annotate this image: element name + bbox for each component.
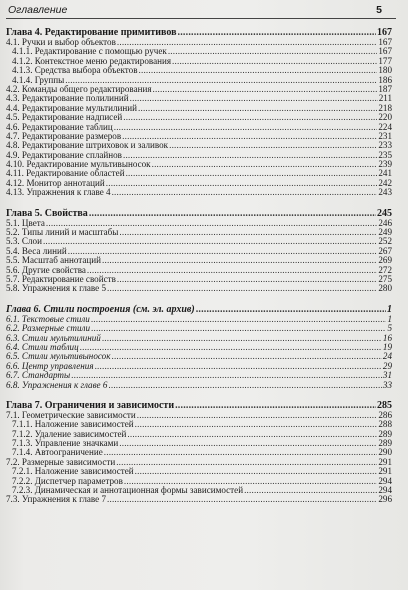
entry-title: 4.12. Монитор аннотаций <box>6 177 105 188</box>
toc-entry <box>6 228 392 237</box>
leader-dots <box>106 179 378 188</box>
leader-dots <box>71 371 382 380</box>
entry-page: 290 <box>378 447 392 458</box>
entry-page: 167 <box>378 37 392 47</box>
entry-title: 4.2. Команды общего редактирования <box>6 83 152 94</box>
entry-page: 241 <box>378 168 392 179</box>
entry-page: 243 <box>378 187 392 198</box>
entry-title: 4.1.3. Средства выбора объектов <box>12 65 138 76</box>
entry-page: 177 <box>378 55 392 66</box>
running-header <box>6 4 396 19</box>
toc-entry <box>6 495 392 504</box>
entry-page: 231 <box>378 130 392 141</box>
entry-page: 1 <box>387 313 392 324</box>
entry-title: 4.9. Редактирование сплайнов <box>6 149 122 160</box>
leader-dots <box>108 381 382 390</box>
entry-title: 4.11. Редактирование областей <box>6 168 125 179</box>
leader-dots <box>111 352 381 361</box>
entry-title: 4.1. Ручки и выбор объектов <box>6 37 116 47</box>
leader-dots <box>95 362 382 371</box>
entry-title: 5.1. Цвета <box>6 217 45 228</box>
page-number: 5 <box>376 4 382 16</box>
entry-title: 4.13. Упражнения к главе 4 <box>6 187 111 198</box>
leader-dots <box>116 458 377 467</box>
entry-title: 7.1.4. Автоограничение <box>12 447 103 458</box>
entry-page: 235 <box>378 149 392 160</box>
leader-dots <box>102 334 382 343</box>
entry-title: 6.8. Упражнения к главе 6 <box>6 379 108 390</box>
entry-page: 275 <box>378 273 392 284</box>
entry-page: 218 <box>378 102 392 113</box>
entry-title: 6.2. Размерные стили <box>6 323 91 334</box>
chapter-heading <box>6 208 392 219</box>
leader-dots <box>152 160 378 169</box>
leader-dots <box>244 486 377 495</box>
leader-dots <box>169 141 377 150</box>
entry-page: 233 <box>378 140 392 151</box>
entry-page: 269 <box>378 255 392 266</box>
leader-dots <box>91 324 386 333</box>
leader-dots <box>135 420 378 429</box>
leader-dots <box>130 94 378 103</box>
leader-dots <box>178 27 376 38</box>
running-title: Оглавление <box>8 4 68 16</box>
leader-dots <box>87 266 377 275</box>
entry-page: 286 <box>378 409 392 420</box>
entry-title: 4.10. Редактирование мультивыносок <box>6 159 151 170</box>
toc-entry <box>6 381 392 390</box>
entry-page: 288 <box>378 419 392 430</box>
leader-dots <box>139 66 378 75</box>
entry-title: 4.3. Редактирование полилиний <box>6 93 129 104</box>
chapter-spacer <box>6 294 392 304</box>
entry-page: 187 <box>378 83 392 94</box>
entry-page: 291 <box>378 456 392 467</box>
entry-page: 294 <box>378 475 392 486</box>
leader-dots <box>138 104 377 113</box>
entry-title: 5.7. Редактирование свойств <box>6 273 116 284</box>
chapter-title: Глава 5. Свойства <box>6 207 88 219</box>
entry-page: 224 <box>378 121 392 132</box>
entry-title: 6.5. Стили мультивыносок <box>6 351 111 362</box>
leader-dots <box>119 439 377 448</box>
leader-dots <box>43 237 377 246</box>
entry-title: 4.7. Редактирование размеров <box>6 130 122 141</box>
entry-title: 5.5. Масштаб аннотаций <box>6 255 102 266</box>
entry-title: 7.1.3. Управление значками <box>12 438 119 449</box>
entry-title: 5.3. Слои <box>6 236 42 247</box>
entry-title: 6.1. Текстовые стили <box>6 313 90 324</box>
entry-page: 180 <box>378 65 392 76</box>
entry-page: 19 <box>382 341 392 352</box>
entry-title: 5.4. Веса линий <box>6 245 67 256</box>
leader-dots <box>91 315 387 324</box>
entry-title: 4.8. Редактирование штриховок и заливок <box>6 140 169 151</box>
entry-page: 280 <box>378 283 392 294</box>
chapter-page: 285 <box>377 399 392 411</box>
entry-page: 289 <box>378 438 392 449</box>
leader-dots <box>107 284 377 293</box>
entry-page: 211 <box>378 93 392 104</box>
entry-page: 242 <box>378 177 392 188</box>
leader-dots <box>117 275 377 284</box>
entry-page: 252 <box>378 236 392 247</box>
entry-title: 4.5. Редактирование надписей <box>6 112 123 123</box>
entry-title: 6.3. Стили мультилиний <box>6 332 101 343</box>
entry-page: 267 <box>378 245 392 256</box>
toc-entry <box>6 188 392 197</box>
entry-title: 4.1.1. Редактирование с помощью ручек <box>12 46 167 57</box>
entry-page: 294 <box>378 485 392 496</box>
entry-title: 7.3. Упражнения к главе 7 <box>6 494 107 505</box>
leader-dots <box>114 123 378 132</box>
entry-title: 7.2.1. Наложение зависимостей <box>12 466 134 477</box>
entry-title: 5.6. Другие свойства <box>6 264 86 275</box>
entry-title: 6.4. Стили таблиц <box>6 341 79 352</box>
entry-page: 296 <box>378 494 392 505</box>
leader-dots <box>126 169 378 178</box>
entry-page: 167 <box>378 46 392 57</box>
entry-title: 7.2.2. Диспетчер параметров <box>12 475 123 486</box>
leader-dots <box>112 188 378 197</box>
entry-title: 7.1. Геометрические зависимости <box>6 409 136 420</box>
leader-dots <box>153 85 378 94</box>
leader-dots <box>127 430 377 439</box>
leader-dots <box>168 47 378 56</box>
entry-title: 5.8. Упражнения к главе 5 <box>6 283 107 294</box>
leader-dots <box>104 448 378 457</box>
chapter-spacer <box>6 198 392 208</box>
leader-dots <box>123 113 377 122</box>
entry-page: 24 <box>382 351 392 362</box>
entry-title: 7.1.1. Наложение зависимостей <box>12 419 134 430</box>
entry-page: 31 <box>382 370 392 381</box>
leader-dots <box>80 343 382 352</box>
table-of-contents <box>6 27 392 505</box>
entry-title: 4.4. Редактирование мультилиний <box>6 102 138 113</box>
entry-title: 6.6. Центр управления <box>6 360 94 371</box>
leader-dots <box>137 411 378 420</box>
leader-dots <box>68 247 378 256</box>
entry-page: 29 <box>382 360 392 371</box>
entry-page: 220 <box>378 112 392 123</box>
chapter-title: Глава 6. Стили построения (см. эл. архив) <box>6 303 195 315</box>
entry-page: 291 <box>378 466 392 477</box>
entry-title: 7.2. Размерные зависимости <box>6 456 116 467</box>
chapter-spacer <box>6 390 392 400</box>
entry-page: 33 <box>382 379 392 390</box>
chapter-page: 167 <box>377 27 392 38</box>
entry-title: 6.7. Стандарты <box>6 370 71 381</box>
chapter-page: 245 <box>377 207 392 219</box>
leader-dots <box>89 208 376 219</box>
entry-page: 186 <box>378 74 392 85</box>
entry-title: 4.1.4. Группы <box>12 74 65 85</box>
leader-dots <box>119 228 377 237</box>
entry-page: 16 <box>382 332 392 343</box>
entry-page: 5 <box>387 323 392 334</box>
entry-title: 5.2. Типы линий и масштабы <box>6 227 119 238</box>
leader-dots <box>123 151 377 160</box>
entry-page: 246 <box>378 217 392 228</box>
entry-title: 7.1.2. Удаление зависимостей <box>12 428 127 439</box>
entry-title: 4.6. Редактирование таблиц <box>6 121 113 132</box>
entry-title: 4.1.2. Контекстное меню редактирования <box>12 55 172 66</box>
entry-page: 289 <box>378 428 392 439</box>
toc-entry <box>6 284 392 293</box>
chapter-title: Глава 4. Редактирование примитивов <box>6 27 177 38</box>
entry-title: 7.2.3. Динамическая и аннотационная формы зависимостей <box>12 485 244 496</box>
leader-dots <box>107 495 377 504</box>
leader-dots <box>172 57 377 66</box>
entry-page: 272 <box>378 264 392 275</box>
entry-page: 239 <box>378 159 392 170</box>
leader-dots <box>175 400 376 411</box>
leader-dots <box>135 467 378 476</box>
chapter-page: 1 <box>387 303 392 315</box>
leader-dots <box>196 304 386 315</box>
chapter-title: Глава 7. Ограничения и зависимости <box>6 399 175 411</box>
leader-dots <box>102 256 377 265</box>
entry-page: 249 <box>378 227 392 238</box>
